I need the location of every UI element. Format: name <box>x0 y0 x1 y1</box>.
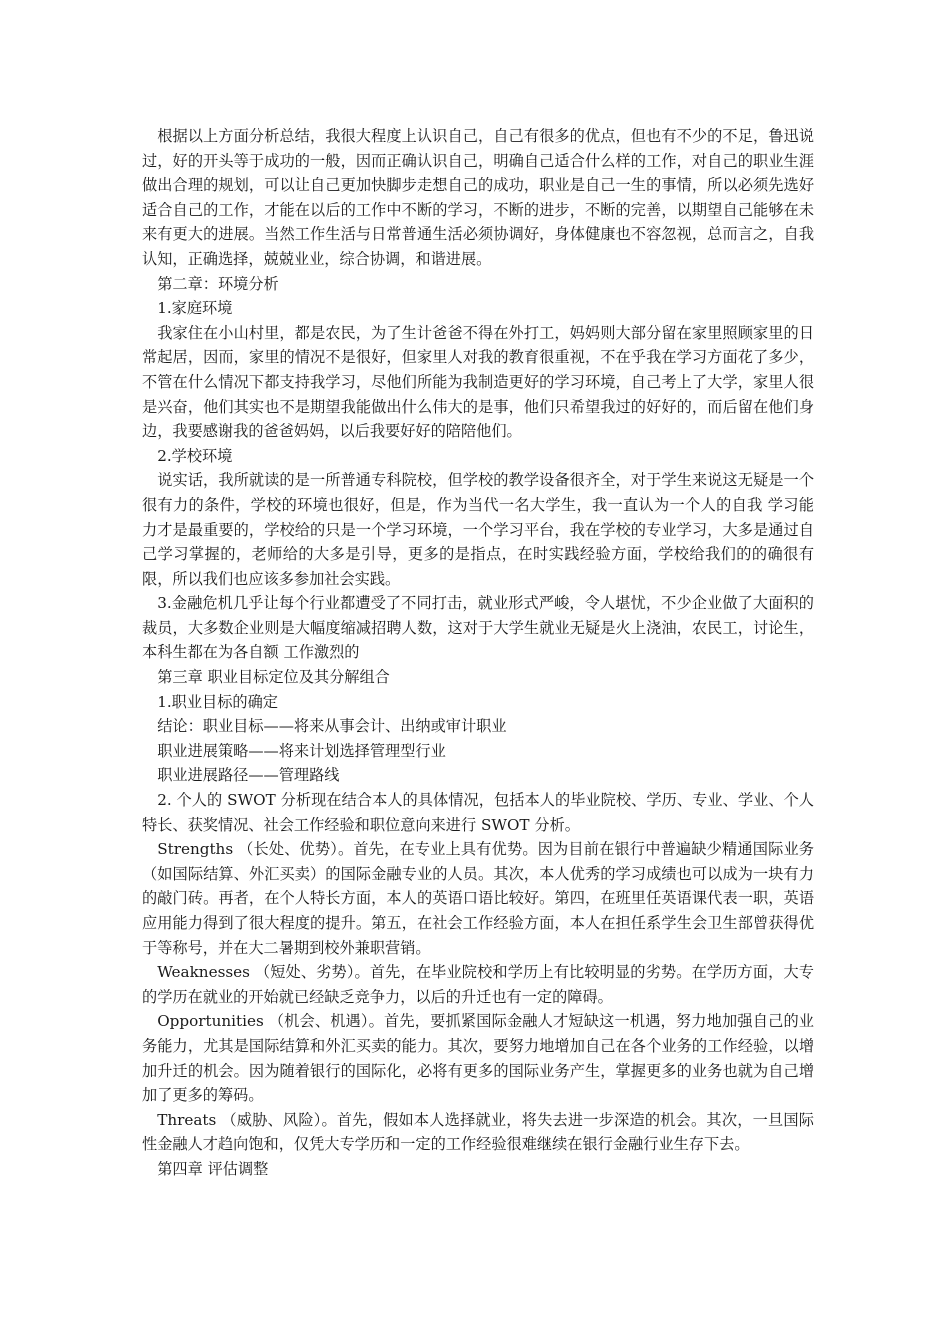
chapter-4-heading: 第四章 评估调整 <box>157 1159 269 1178</box>
section-family-heading: 1.家庭环境 <box>157 299 233 318</box>
paragraph-threats: Threats （威胁、风险）。首先，假如本人选择就业，将失去进一步深造的机会。其次，一旦国际性金融人才趋向饱和，仅凭大专学历和一定的工作经验很难继续在银行金融行业生存下去。 <box>142 1110 814 1154</box>
section-career-goal-heading: 1.职业目标的确定 <box>157 692 278 711</box>
career-path: 职业进展路径——管理路线 <box>157 766 340 785</box>
section-school-heading: 2.学校环境 <box>157 446 233 465</box>
paragraph-weaknesses: Weaknesses （短处、劣势）。首先，在毕业院校和学历上有比较明显的劣势。在学历方面，大专的学历在就业的开始就已经缺乏竞争力，以后的升迁也有一定的障碍。 <box>142 963 814 1006</box>
paragraph-swot-intro: 2. 个人的 SWOT 分析现在结合本人的具体情况，包括本人的毕业院校、学历、专业、学业、个人特长、获奖情况、社会工作经验和职位意向来进行 SWOT 分析。 <box>142 791 814 834</box>
document-body <box>142 124 814 1182</box>
paragraph-self-summary: 根据以上方面分析总结，我很大程度上认识自己，自己有很多的优点，但也有不少的不足，鲁迅说过，好的开头等于成功的一般，因而正确认识自己，明确自己适合什么样的工作，对自己的职业生涯做出合理的规划，可以让自己更加快脚步走想自己的成功，职业是自己一生的事情，所以必须先选好适合自己的工作，才能在以后的工作中不断的学习，不断的进步，不断的完善，以期望自己能够在未来有更大的进展。当然工作生活与日常普通生活必须协调好，身体健康也不容忽视，总而言之，自我认知，正确选择，兢兢业业，综合协调，和谐进展。 <box>142 127 814 268</box>
paragraph-school-environment: 说实话，我所就读的是一所普通专科院校，但学校的教学设备很齐全，对于学生来说这无疑是一个很有力的条件，学校的环境也很好，但是，作为当代一名大学生，我一直认为一个人的自我 学习能力才是最重要的，学校给的只是一个学习环境，一个学习平台，我在学校的专业学习，大多是通过自己学习掌握的，老师给的大多是引导，更多的是指点，在时实践经验方面，学校给我们的的确很有限，所以我们也应该多参加社会实践。 <box>142 471 814 588</box>
career-strategy: 职业进展策略——将来计划选择管理型行业 <box>157 741 446 760</box>
paragraph-opportunities: Opportunities （机会、机遇）。首先，要抓紧国际金融人才短缺这一机遇，努力地加强自己的业务能力，尤其是国际结算和外汇买卖的能力。其次，要努力地增加自己在各个业务的工作经验，以增加升迁的机会。因为随着银行的国际化，必将有更多的国际业务产生，掌握更多的业务也就为自己增加了更多的筹码。 <box>142 1012 814 1105</box>
career-goal-conclusion: 结论：职业目标——将来从事会计、出纳或审计职业 <box>157 717 507 736</box>
paragraph-financial-crisis: 3.金融危机几乎让每个行业都遭受了不同打击，就业形式严峻，令人堪忧，不少企业做了大面积的裁员，大多数企业则是大幅度缩减招聘人数，这对于大学生就业无疑是火上浇油，农民工，讨论生，本科生都在为各自额 工作激烈的 <box>142 594 814 662</box>
paragraph-strengths: Strengths （长处、优势）。首先，在专业上具有优势。因为目前在银行中普遍缺少精通国际业务（如国际结算、外汇买卖）的国际金融专业的人员。其次，本人优秀的学习成绩也可以成为一块有力的敲门砖。再者，在个人特长方面，本人的英语口语比较好。第四，在班里任英语课代表一职，英语应用能力得到了很大程度的提升。第五，在社会工作经验方面，本人在担任系学生会卫生部曾获得优于等称号，并在大二暑期到校外兼职营销。 <box>142 840 814 957</box>
chapter-2-heading: 第二章：环境分析 <box>157 274 279 293</box>
paragraph-family-environment: 我家住在小山村里，都是农民，为了生计爸爸不得在外打工，妈妈则大部分留在家里照顾家里的日常起居，因而，家里的情况不是很好，但家里人对我的教育很重视，不在乎我在学习方面花了多少，不管在什么情况下都支持我学习，尽他们所能为我制造更好的学习环境，自己考上了大学，家里人很是兴奋，他们其实也不是期望我能做出什么伟大的是事，他们只希望我过的好好的，而后留在他们身边，我要感谢我的爸爸妈妈，以后我要好好的陪陪他们。 <box>142 323 814 441</box>
chapter-3-heading: 第三章 职业目标定位及其分解组合 <box>157 668 390 687</box>
